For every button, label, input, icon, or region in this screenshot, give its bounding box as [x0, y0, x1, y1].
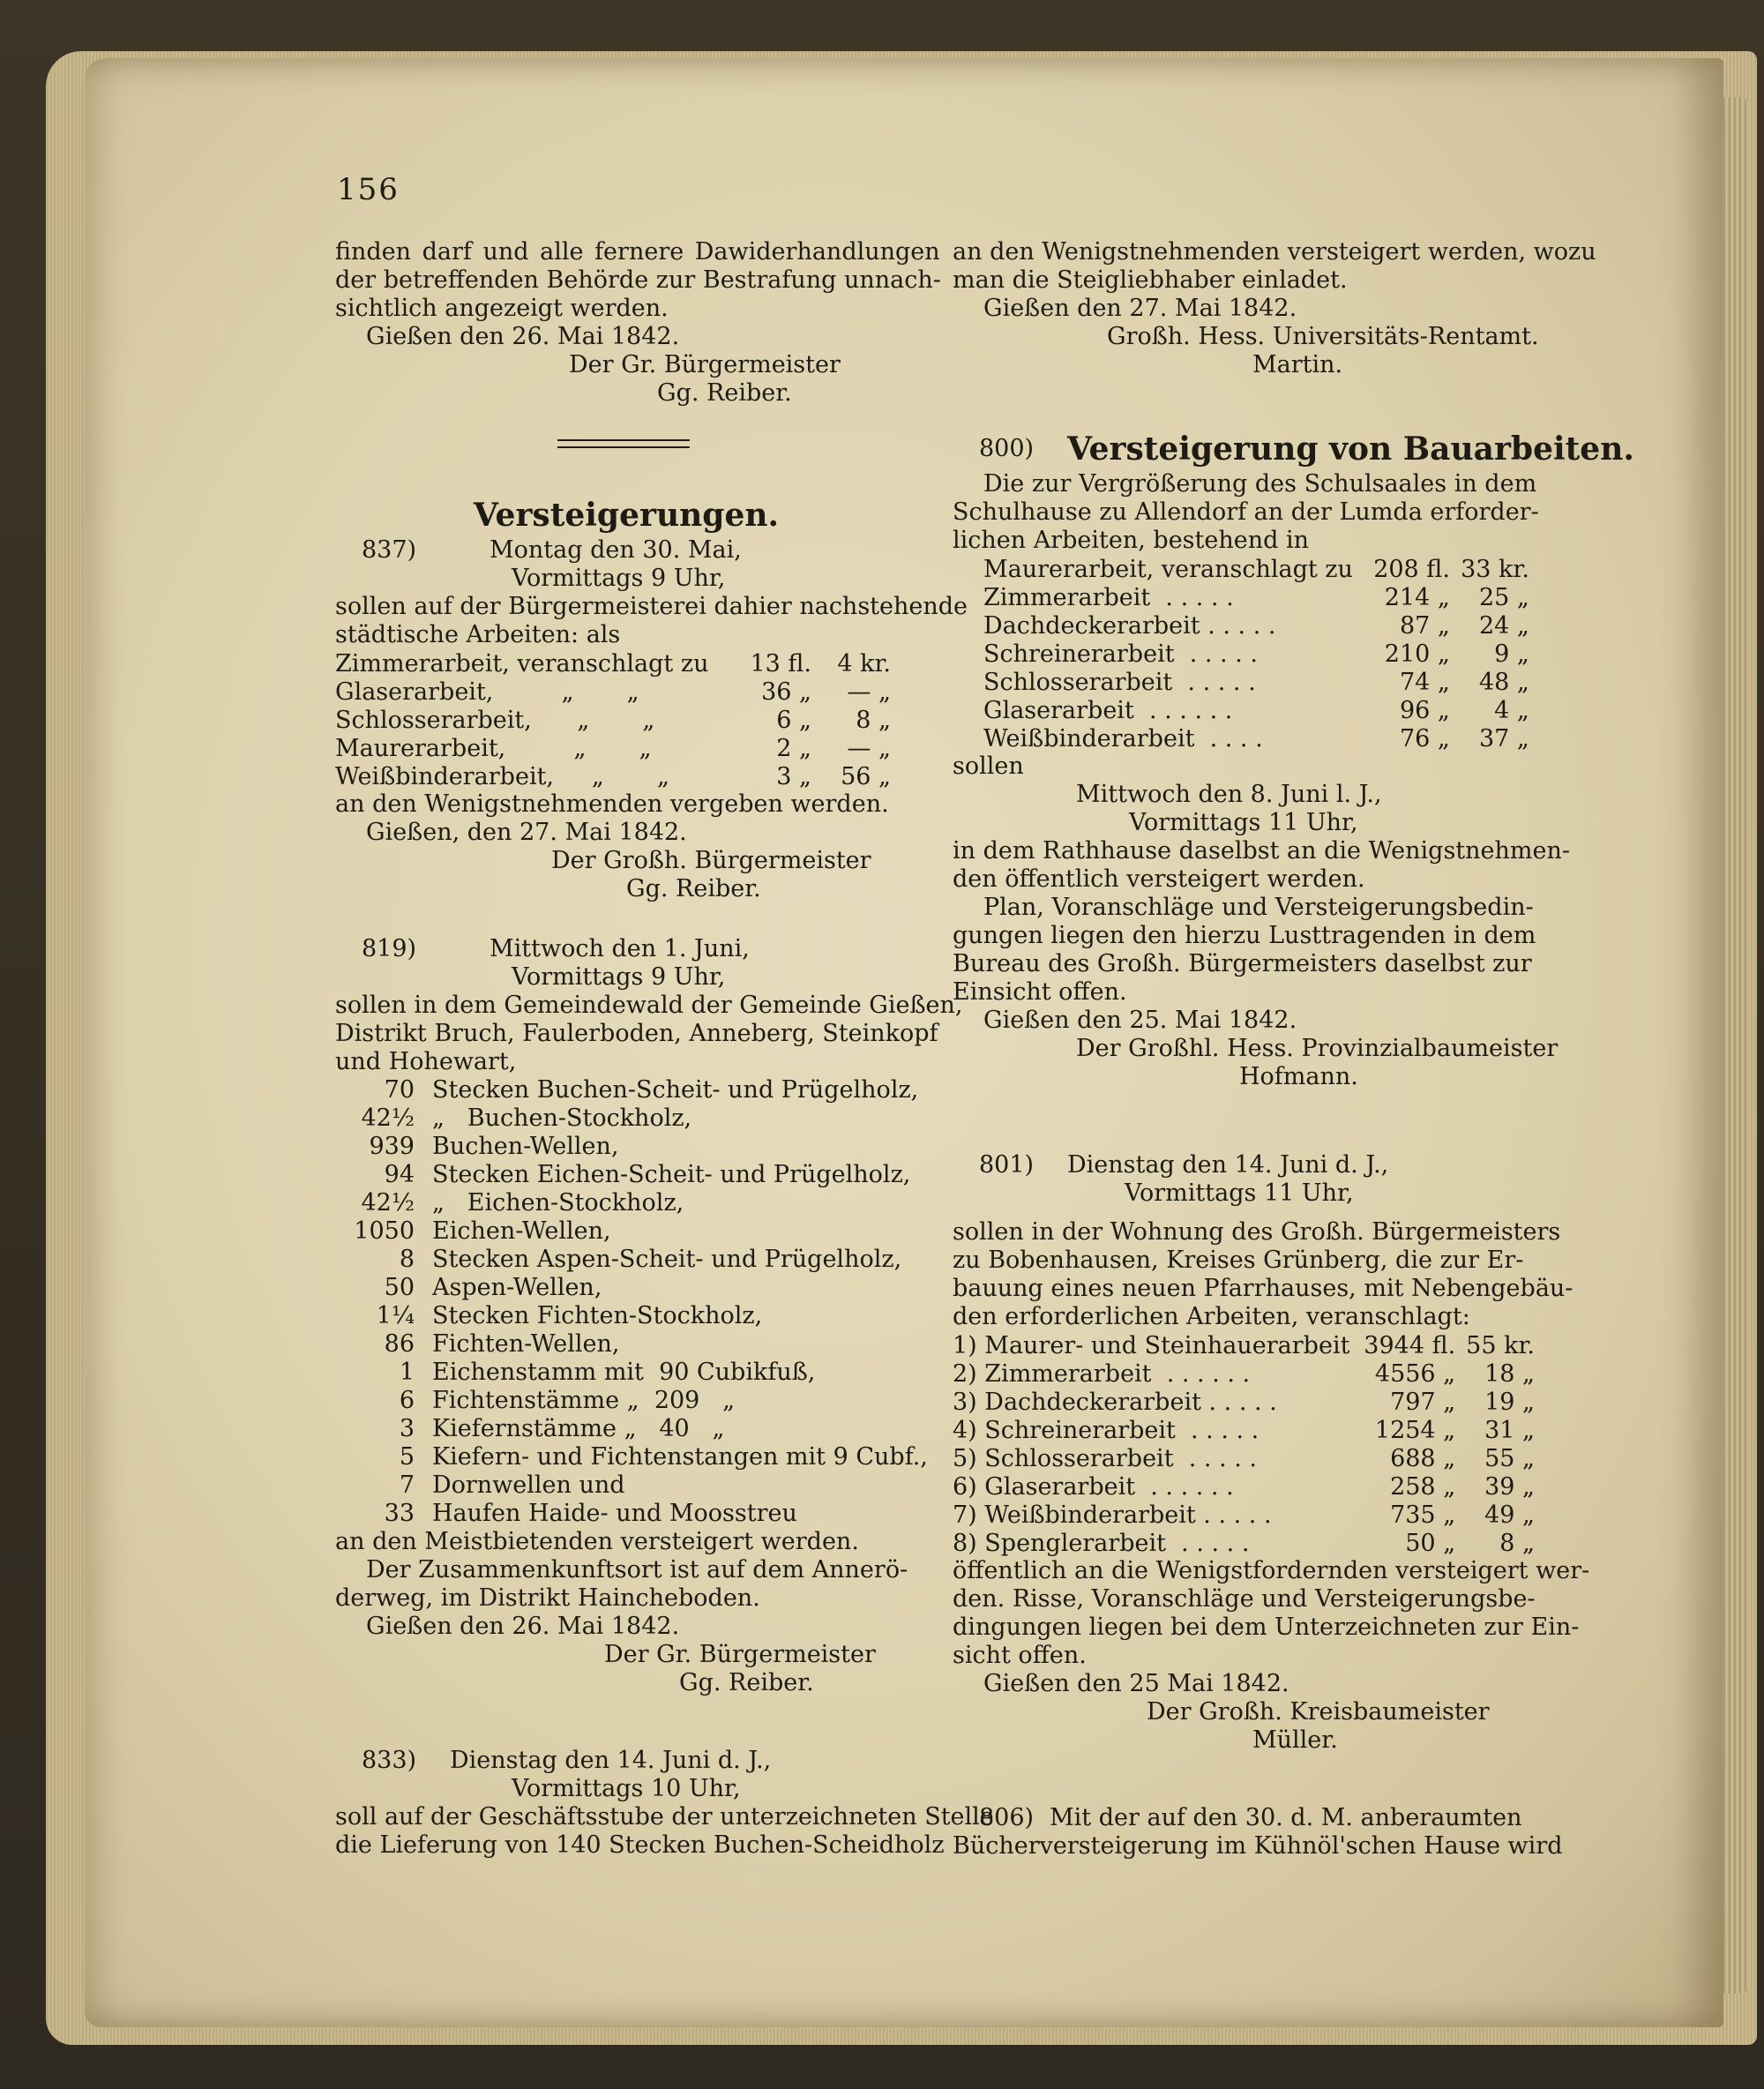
- text-line: gungen liegen den hierzu Lusttragenden in dem: [953, 922, 1536, 949]
- cost-kr: 19 „: [1484, 1388, 1535, 1416]
- table-row: [335, 706, 891, 734]
- text-line: finden darf und alle fernere Dawiderhandlungen: [335, 238, 940, 266]
- item-desc: Dornwellen und: [432, 1471, 625, 1499]
- cost-kr: 56 „: [841, 762, 891, 790]
- item-desc: Kiefernstämme „ 40 „: [432, 1415, 725, 1442]
- item-qty: 1: [399, 1359, 415, 1386]
- text-line: den öffentlich versteigert werden.: [953, 865, 1365, 893]
- list-item: [335, 1189, 917, 1217]
- cost-fl: 1254 „: [1374, 1416, 1456, 1444]
- notice-number: 837): [362, 536, 417, 564]
- notice-number: 806): [979, 1804, 1035, 1831]
- text-line: zu Bobenhausen, Kreises Grünberg, die zur Er-: [953, 1247, 1524, 1274]
- text-line: öffentlich an die Wenigstfordernden versteigert wer-: [953, 1557, 1590, 1584]
- cost-item: 7) Weißbinderarbeit . . . . .: [953, 1501, 1272, 1529]
- item-desc: Eichenstamm mit 90 Cubikfuß,: [432, 1359, 816, 1386]
- text-line: Der Zusammenkunftsort ist auf dem Annerö-: [366, 1556, 908, 1584]
- signature-title: Der Gr. Bürgermeister: [569, 351, 841, 378]
- notice-date: Mittwoch den 8. Juni l. J.,: [1076, 781, 1382, 808]
- place-date: Gießen den 25 Mai 1842.: [983, 1670, 1289, 1697]
- cost-fl: 2 „: [776, 734, 811, 762]
- right-column: [953, 238, 1634, 1860]
- text-line: der betreffenden Behörde zur Bestrafung unnach-: [335, 266, 941, 294]
- signature-name: Gg. Reiber.: [657, 379, 792, 407]
- list-item: [335, 1443, 928, 1471]
- text-line: sollen in dem Gemeindewald der Gemeinde Gießen,: [335, 992, 963, 1019]
- left-column: [335, 238, 994, 1859]
- cost-fl: 36 „: [761, 678, 811, 706]
- cost-item: Schlosserarbeit . . . . .: [983, 668, 1256, 696]
- text-line: derweg, im Distrikt Haincheboden.: [335, 1584, 760, 1612]
- cost-kr: 33 kr.: [1461, 555, 1529, 583]
- cost-kr: 49 „: [1484, 1501, 1535, 1529]
- section-rule: [557, 439, 690, 448]
- text-line: sollen in der Wohnung des Großh. Bürgermeisters: [953, 1218, 1561, 1246]
- item-desc: Stecken Fichten-Stockholz,: [432, 1302, 763, 1329]
- place-date: Gießen den 27. Mai 1842.: [983, 295, 1297, 322]
- item-qty: 70: [384, 1076, 415, 1104]
- cost-table-837: [335, 649, 891, 790]
- signature-name: Müller.: [1252, 1726, 1338, 1754]
- signature-title: Großh. Hess. Universitäts-Rentamt.: [1107, 323, 1539, 350]
- text-line: lichen Arbeiten, bestehend in: [953, 527, 1310, 554]
- item-desc: Kiefern- und Fichtenstangen mit 9 Cubf.,: [432, 1443, 928, 1471]
- text-line: städtische Arbeiten: als: [335, 621, 621, 648]
- item-qty: 33: [384, 1500, 415, 1527]
- notice-time: Vormittags 11 Uhr,: [1129, 809, 1358, 836]
- item-desc: Buchen-Wellen,: [432, 1133, 619, 1160]
- cost-kr: 8 „: [1499, 1529, 1535, 1557]
- text-line: Einsicht offen.: [953, 978, 1127, 1006]
- page-number: 156: [337, 172, 400, 207]
- cost-item: 6) Glaserarbeit . . . . . .: [953, 1472, 1234, 1501]
- item-qty: 6: [399, 1387, 415, 1414]
- notice-number: 819): [362, 935, 417, 962]
- cost-fl: 214 „: [1384, 583, 1450, 611]
- item-qty: 939: [369, 1133, 415, 1160]
- signature-title: Der Großhl. Hess. Provinzialbaumeister: [1076, 1035, 1558, 1062]
- text-line: und Hohewart,: [335, 1048, 517, 1075]
- item-qty: 7: [399, 1471, 415, 1499]
- item-desc: Haufen Haide- und Moosstreu: [432, 1500, 797, 1527]
- cost-kr: 8 „: [856, 706, 891, 734]
- text-line: in dem Rathhause daselbst an die Wenigstnehmen-: [953, 837, 1570, 865]
- cost-item: Weißbinderarbeit, „ „: [335, 762, 669, 790]
- notice-801: [953, 1151, 1590, 1755]
- cost-kr: 25 „: [1478, 583, 1529, 611]
- cost-fl: 6 „: [776, 706, 811, 734]
- cost-kr: 18 „: [1484, 1359, 1535, 1388]
- signature-name: Martin.: [1252, 351, 1343, 378]
- item-qty: 5: [399, 1443, 415, 1471]
- item-desc: Stecken Eichen-Scheit- und Prügelholz,: [432, 1161, 911, 1188]
- notice-833: [335, 1747, 994, 1860]
- cost-fl: 96 „: [1399, 696, 1450, 724]
- notice-time: Vormittags 11 Uhr,: [1125, 1179, 1354, 1207]
- signature-title: Der Gr. Bürgermeister: [604, 1641, 876, 1668]
- list-item: [335, 1359, 917, 1387]
- table-row: [335, 762, 891, 790]
- text-line: Mit der auf den 30. d. M. anberaumten: [1050, 1804, 1522, 1831]
- cost-item: Dachdeckerarbeit . . . . .: [983, 611, 1276, 640]
- table-row: [335, 734, 891, 762]
- list-item: [335, 1471, 917, 1500]
- list-item: [335, 1330, 917, 1359]
- table-row: [953, 1359, 1535, 1388]
- signature-name: Hofmann.: [1239, 1063, 1358, 1090]
- table-row: [953, 1444, 1535, 1472]
- cost-kr: 31 „: [1484, 1416, 1535, 1444]
- cost-item: Glaserarbeit . . . . . .: [983, 696, 1233, 724]
- notice-number: 800): [979, 435, 1035, 462]
- cost-item: Maurerarbeit, veranschlagt zu: [983, 555, 1353, 583]
- text-line: dingungen liegen bei dem Unterzeichneten zur Ein-: [953, 1614, 1580, 1641]
- text-line: den erforderlichen Arbeiten, veranschlagt:: [953, 1303, 1470, 1330]
- table-row: [983, 583, 1529, 611]
- table-row: [953, 1331, 1535, 1359]
- text-line: soll auf der Geschäftsstube der unterzeichneten Stelle: [335, 1803, 994, 1831]
- cost-fl: 3 „: [776, 762, 811, 790]
- item-qty: 1050: [354, 1217, 415, 1245]
- cost-table-800: [983, 555, 1529, 752]
- cost-kr: — „: [847, 734, 891, 762]
- text-line: an den Wenigstnehmenden vergeben werden.: [335, 790, 889, 818]
- list-item: [335, 1076, 917, 1104]
- wood-list: [335, 1076, 928, 1528]
- cost-fl: 4556 „: [1374, 1359, 1456, 1388]
- item-desc: Stecken Aspen-Scheit- und Prügelholz,: [432, 1246, 902, 1273]
- list-item: [335, 1387, 917, 1415]
- list-item: [335, 1302, 917, 1330]
- table-row: [983, 668, 1529, 696]
- cost-kr: 37 „: [1478, 724, 1529, 752]
- notice-800: [953, 428, 1634, 1091]
- cost-item: 5) Schlosserarbeit . . . . .: [953, 1444, 1257, 1472]
- cost-item: Schlosserarbeit, „ „: [335, 706, 655, 734]
- notice-number: 801): [979, 1151, 1035, 1179]
- place-date: Gießen, den 27. Mai 1842.: [366, 819, 687, 846]
- cost-kr: 55 „: [1484, 1444, 1535, 1472]
- text-line: Plan, Voranschläge und Versteigerungsbedin-: [983, 894, 1534, 921]
- text-line: bauung eines neuen Pfarrhauses, mit Nebengebäu-: [953, 1275, 1573, 1302]
- notice-date: Mittwoch den 1. Juni,: [490, 935, 750, 962]
- notice-819: [335, 935, 963, 1697]
- text-line: die Lieferung von 140 Stecken Buchen-Scheidholz: [335, 1831, 945, 1859]
- signature-name: Gg. Reiber.: [626, 875, 761, 902]
- cost-fl: 74 „: [1399, 668, 1450, 696]
- notice-number: 833): [362, 1747, 417, 1774]
- notice-time: Vormittags 9 Uhr,: [512, 565, 726, 592]
- signature-title: Der Großh. Kreisbaumeister: [1147, 1698, 1490, 1726]
- cost-kr: 9 „: [1494, 640, 1529, 668]
- table-row: [953, 1501, 1535, 1529]
- item-qty: 1¼: [376, 1302, 415, 1329]
- item-desc: „ Eichen-Stockholz,: [432, 1189, 684, 1217]
- table-row: [953, 1529, 1535, 1557]
- cost-item: Zimmerarbeit . . . . .: [983, 583, 1234, 611]
- cost-kr: 48 „: [1478, 668, 1529, 696]
- cost-item: Zimmerarbeit, veranschlagt zu: [335, 649, 709, 678]
- text-line: an den Meistbietenden versteigert werden.: [335, 1528, 859, 1555]
- right-top-block: [953, 238, 1596, 379]
- notice-806: [953, 1804, 1563, 1861]
- left-top-block: [335, 238, 941, 408]
- table-row: [983, 555, 1529, 583]
- notice-time: Vormittags 10 Uhr,: [512, 1775, 741, 1802]
- cost-kr: 55 kr.: [1466, 1331, 1535, 1359]
- cost-kr: 4 „: [1494, 696, 1529, 724]
- cost-fl: 258 „: [1390, 1472, 1456, 1501]
- cost-fl: 76 „: [1399, 724, 1450, 752]
- text-line: den. Risse, Voranschläge und Versteigerungsbe-: [953, 1585, 1536, 1613]
- list-item: [335, 1415, 917, 1443]
- cost-fl: 87 „: [1399, 611, 1450, 640]
- text-line: Die zur Vergrößerung des Schulsaales in dem: [983, 470, 1537, 498]
- cost-item: 2) Zimmerarbeit . . . . . .: [953, 1359, 1251, 1388]
- notice-date: Montag den 30. Mai,: [490, 536, 742, 564]
- cost-item: Weißbinderarbeit . . . .: [983, 724, 1263, 752]
- cost-fl: 208 fl.: [1373, 555, 1450, 583]
- cost-fl: 735 „: [1390, 1501, 1456, 1529]
- cost-fl: 3944 fl.: [1364, 1331, 1456, 1359]
- cost-kr: 4 kr.: [837, 649, 891, 678]
- section-heading: Versteigerungen.: [473, 497, 780, 534]
- cost-fl: 797 „: [1390, 1388, 1456, 1416]
- list-item: [335, 1133, 917, 1161]
- cost-item: Maurerarbeit, „ „: [335, 734, 652, 762]
- text-line: sicht offen.: [953, 1642, 1087, 1669]
- list-item: [335, 1217, 917, 1246]
- text-line: Distrikt Bruch, Faulerboden, Anneberg, Steinkopf: [335, 1020, 938, 1047]
- cost-fl: 688 „: [1390, 1444, 1456, 1472]
- item-qty: 86: [384, 1330, 415, 1358]
- cost-table-801: [953, 1331, 1535, 1557]
- table-row: [953, 1472, 1535, 1501]
- signature-name: Gg. Reiber.: [679, 1669, 814, 1696]
- cost-kr: — „: [847, 678, 891, 706]
- item-qty: 3: [399, 1415, 415, 1442]
- cost-fl: 13 fl.: [750, 649, 811, 678]
- cost-item: 1) Maurer- und Steinhauerarbeit: [953, 1331, 1350, 1359]
- cost-item: 3) Dachdeckerarbeit . . . . .: [953, 1388, 1277, 1416]
- cost-item: Glaserarbeit, „ „: [335, 678, 639, 706]
- cost-fl: 50 „: [1405, 1529, 1456, 1557]
- cost-kr: 39 „: [1484, 1472, 1535, 1501]
- place-date: Gießen den 26. Mai 1842.: [366, 1613, 680, 1640]
- table-row: [335, 649, 891, 678]
- notice-date: Dienstag den 14. Juni d. J.,: [450, 1747, 772, 1774]
- text-line: Bureau des Großh. Bürgermeisters daselbst zur: [953, 950, 1532, 977]
- text-line: an den Wenigstnehmenden versteigert werden, wozu: [953, 238, 1596, 266]
- text-line: sollen auf der Bürgermeisterei dahier nachstehende: [335, 593, 968, 620]
- place-date: Gießen den 25. Mai 1842.: [983, 1007, 1297, 1034]
- text-line: sollen: [953, 752, 1024, 780]
- cost-fl: 210 „: [1384, 640, 1450, 668]
- item-qty: 50: [384, 1274, 415, 1301]
- notice-837: [335, 494, 968, 903]
- cost-item: 4) Schreinerarbeit . . . . .: [953, 1416, 1259, 1444]
- table-row: [983, 696, 1529, 724]
- item-desc: Fichten-Wellen,: [432, 1330, 620, 1358]
- signature-title: Der Großh. Bürgermeister: [551, 847, 871, 874]
- notice-time: Vormittags 9 Uhr,: [512, 963, 726, 991]
- text-line: sichtlich angezeigt werden.: [335, 295, 669, 322]
- table-row: [953, 1388, 1535, 1416]
- list-item: [335, 1161, 917, 1189]
- text-line: man die Steigliebhaber einladet.: [953, 266, 1348, 294]
- item-desc: Eichen-Wellen,: [432, 1217, 611, 1245]
- text-line: Schulhause zu Allendorf an der Lumda erforder-: [953, 498, 1539, 526]
- table-row: [335, 678, 891, 706]
- cost-item: Schreinerarbeit . . . . .: [983, 640, 1258, 668]
- item-qty: 8: [399, 1246, 415, 1273]
- item-qty: 94: [384, 1161, 415, 1188]
- list-item: [335, 1500, 917, 1528]
- cost-kr: 24 „: [1478, 611, 1529, 640]
- text-line: Bücherversteigerung im Kühnöl'schen Hause wird: [953, 1832, 1563, 1860]
- table-row: [953, 1416, 1535, 1444]
- notice-title: Versteigerung von Bauarbeiten.: [1067, 431, 1634, 468]
- item-desc: Aspen-Wellen,: [432, 1274, 602, 1301]
- item-desc: Stecken Buchen-Scheit- und Prügelholz,: [432, 1076, 919, 1104]
- item-desc: „ Buchen-Stockholz,: [432, 1104, 692, 1132]
- place-date: Gießen den 26. Mai 1842.: [366, 323, 680, 350]
- list-item: [335, 1104, 917, 1133]
- item-qty: 42½: [361, 1189, 415, 1217]
- notice-date: Dienstag den 14. Juni d. J.,: [1067, 1151, 1389, 1179]
- table-row: [983, 724, 1529, 752]
- list-item: [335, 1246, 917, 1274]
- cost-item: 8) Spenglerarbeit . . . . .: [953, 1529, 1250, 1557]
- item-desc: Fichtenstämme „ 209 „: [432, 1387, 736, 1414]
- table-row: [983, 611, 1529, 640]
- list-item: [335, 1274, 917, 1302]
- item-qty: 42½: [361, 1104, 415, 1132]
- table-row: [983, 640, 1529, 668]
